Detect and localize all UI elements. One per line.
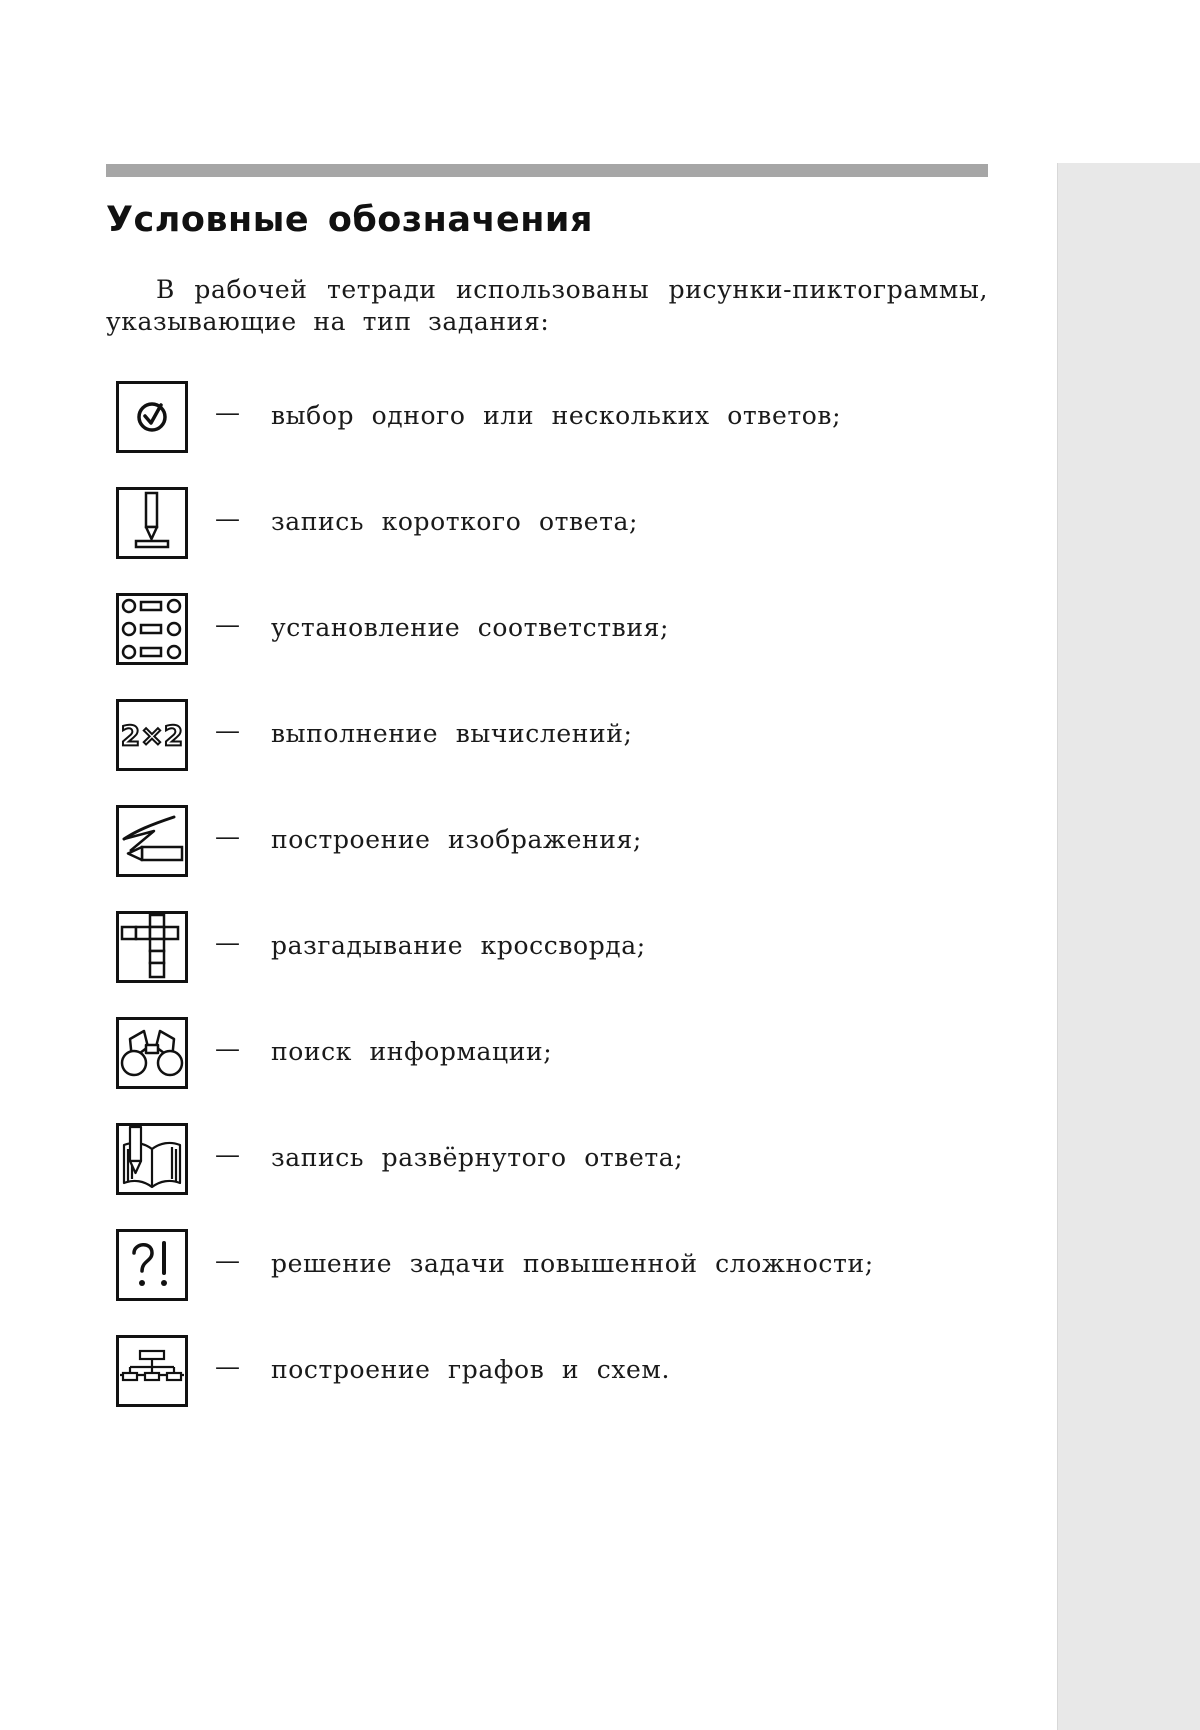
side-margin-panel (1057, 163, 1200, 1730)
checkmark-circle-icon (116, 381, 188, 453)
legend-item (116, 699, 936, 771)
legend-item (116, 1123, 936, 1195)
calculation-2x2-icon (116, 699, 188, 771)
page-title: Условные обозначения (106, 200, 593, 240)
binoculars-icon (116, 1017, 188, 1089)
legend-item (116, 911, 936, 983)
legend-dash: — (215, 398, 240, 427)
legend-dash: — (215, 1140, 240, 1169)
question-exclamation-icon (116, 1229, 188, 1301)
legend-item (116, 1229, 936, 1301)
flowchart-icon (116, 1335, 188, 1407)
legend-list (116, 381, 936, 1441)
legend-label: поиск информации; (271, 1037, 553, 1066)
legend-item (116, 1017, 936, 1089)
legend-dash: — (215, 928, 240, 957)
pen-writing-icon (116, 487, 188, 559)
legend-item (116, 381, 936, 453)
top-rule (106, 164, 988, 177)
matching-grid-icon (116, 593, 188, 665)
legend-dash: — (215, 1246, 240, 1275)
legend-item (116, 1335, 936, 1407)
legend-label: запись развёрнутого ответа; (271, 1143, 684, 1172)
legend-label: построение изображения; (271, 825, 642, 854)
legend-label: выбор одного или нескольких ответов; (271, 401, 842, 430)
legend-dash: — (215, 1352, 240, 1381)
legend-label: выполнение вычислений; (271, 719, 633, 748)
legend-item (116, 487, 936, 559)
legend-dash: — (215, 716, 240, 745)
intro-paragraph: В рабочей тетради использованы рисунки-пиктограммы, указывающие на тип задания: (106, 275, 988, 336)
legend-dash: — (215, 504, 240, 533)
legend-dash: — (215, 1034, 240, 1063)
legend-label: разгадывание кроссворда; (271, 931, 646, 960)
legend-label: построение графов и схем. (271, 1355, 671, 1384)
crossword-icon (116, 911, 188, 983)
legend-label: решение задачи повышенной сложности; (271, 1249, 874, 1278)
legend-item (116, 593, 936, 665)
pencil-drawing-icon (116, 805, 188, 877)
svg-text:2×2: 2×2 (120, 719, 184, 752)
legend-dash: — (215, 610, 240, 639)
legend-label: установление соответствия; (271, 613, 669, 642)
legend-item (116, 805, 936, 877)
legend-label: запись короткого ответа; (271, 507, 639, 536)
pen-book-icon (116, 1123, 188, 1195)
legend-dash: — (215, 822, 240, 851)
